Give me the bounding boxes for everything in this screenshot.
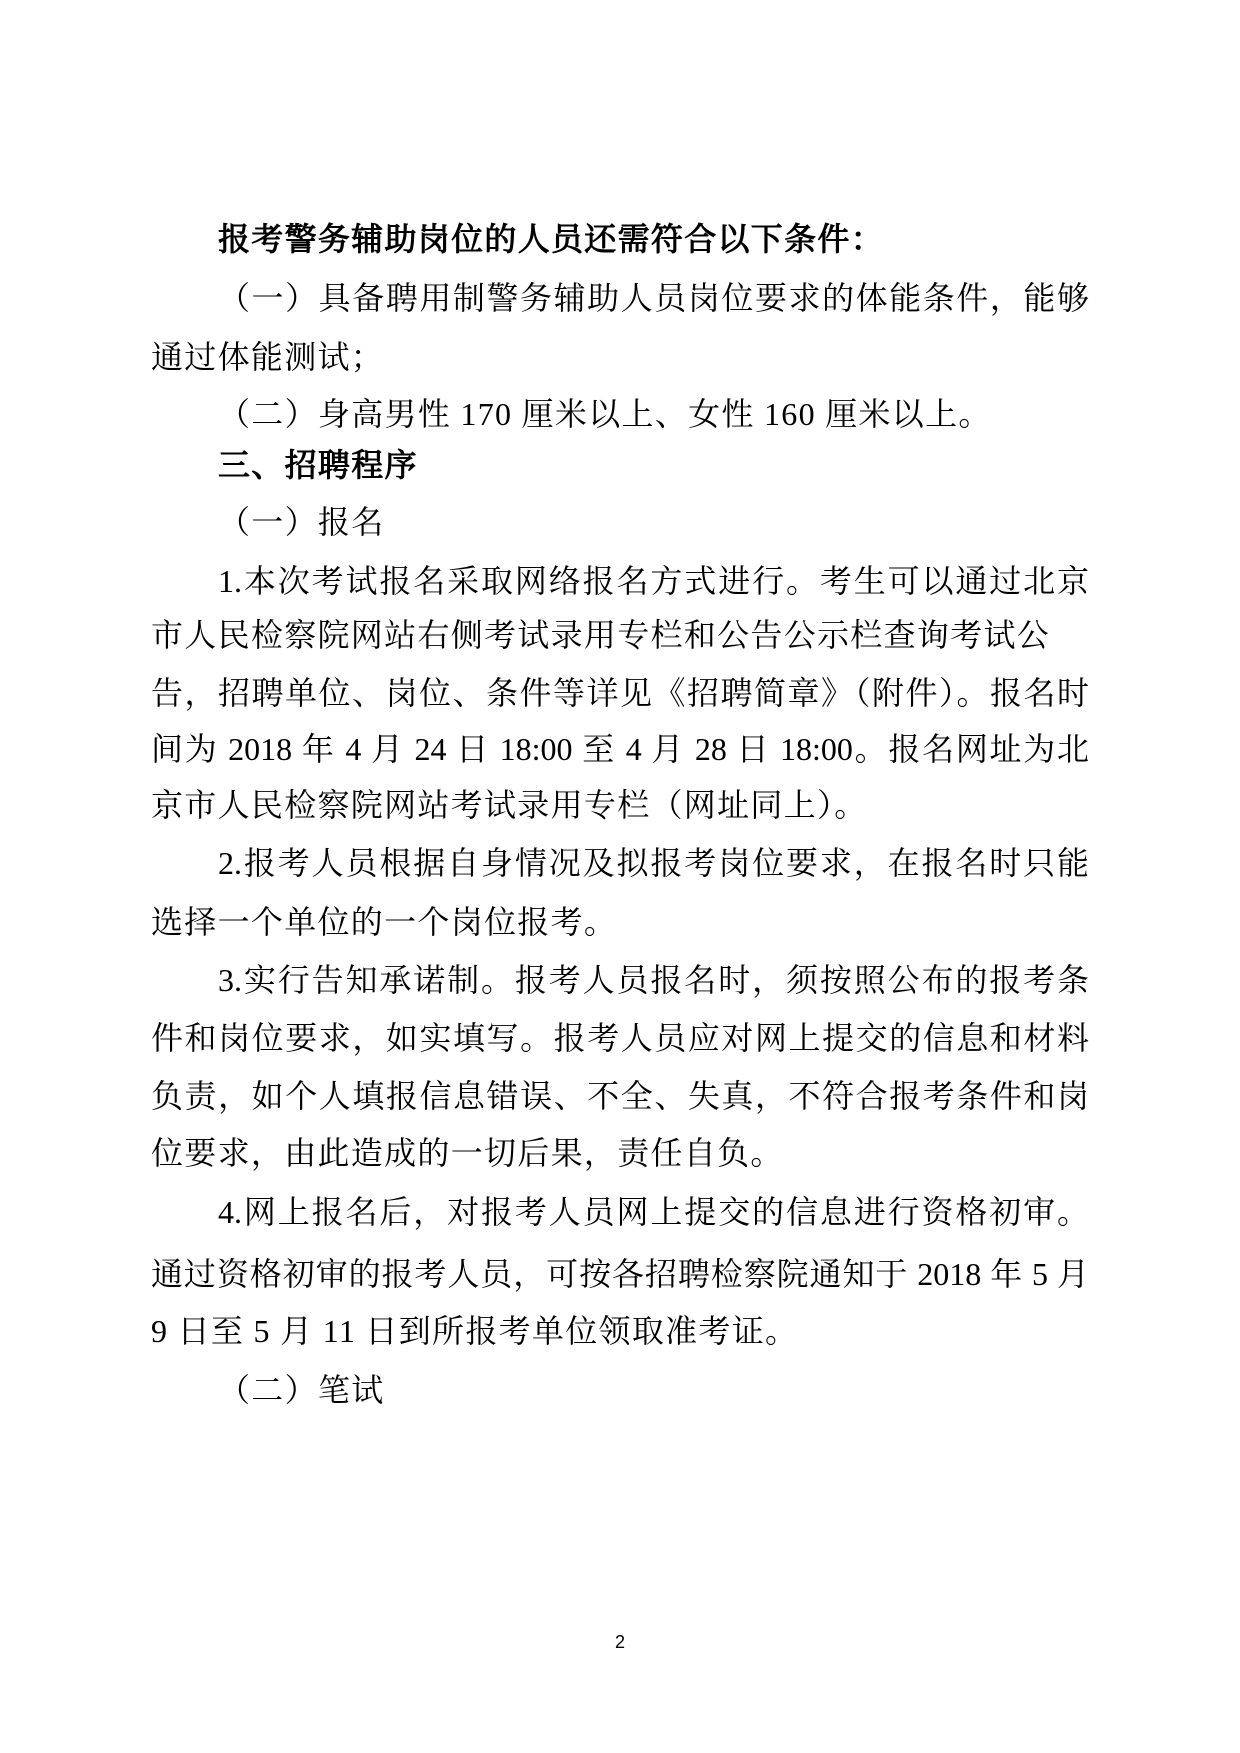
paragraph-line: 1.本次考试报名采取网络报名方式进行。考生可以通过北京: [218, 563, 1089, 599]
paragraph-line: 选择一个单位的一个岗位报考。: [151, 904, 618, 940]
section-heading: 三、招聘程序: [218, 447, 418, 483]
paragraph-line: 3.实行告知承诺制。报考人员报名时，须按照公布的报考条: [218, 962, 1089, 998]
paragraph-line: 京市人民检察院网站考试录用专栏（网址同上）。: [151, 787, 868, 823]
paragraph-line: 件和岗位要求，如实填写。报考人员应对网上提交的信息和材料: [151, 1020, 1089, 1056]
paragraph-line: 告，招聘单位、岗位、条件等详见《招聘简章》（附件）。报名时: [151, 675, 1089, 711]
paragraph-line: 间为 2018 年 4 月 24 日 18:00 至 4 月 28 日 18:00。报名网址为北: [151, 731, 1089, 767]
paragraph-line: 位要求，由此造成的一切后果，责任自负。: [151, 1135, 784, 1171]
paragraph-line: 9 日至 5 月 11 日到所报考单位领取准考证。: [151, 1313, 799, 1349]
paragraph-line: （二）身高男性 170 厘米以上、女性 160 厘米以上。: [218, 396, 992, 432]
subsection-heading: （一）报名: [218, 504, 385, 540]
paragraph-line: 通过资格初审的报考人员，可按各招聘检察院通知于 2018 年 5 月: [151, 1256, 1089, 1292]
paragraph-line: 市人民检察院网站右侧考试录用专栏和公告公示栏查询考试公: [151, 617, 1051, 653]
intro-heading: 报考警务辅助岗位的人员还需符合以下条件：: [218, 221, 885, 257]
paragraph-line: 负责，如个人填报信息错误、不全、失真，不符合报考条件和岗: [151, 1078, 1089, 1114]
paragraph-line: 通过体能测试；: [151, 339, 385, 375]
paragraph-line: 2.报考人员根据自身情况及拟报考岗位要求，在报名时只能: [218, 845, 1089, 881]
paragraph-line: （一）具备聘用制警务辅助人员岗位要求的体能条件，能够: [218, 280, 1089, 316]
page-number: 2: [614, 1632, 625, 1652]
paragraph-line: 4.网上报名后，对报考人员网上提交的信息进行资格初审。: [218, 1194, 1089, 1230]
subsection-heading: （二）笔试: [218, 1372, 385, 1408]
